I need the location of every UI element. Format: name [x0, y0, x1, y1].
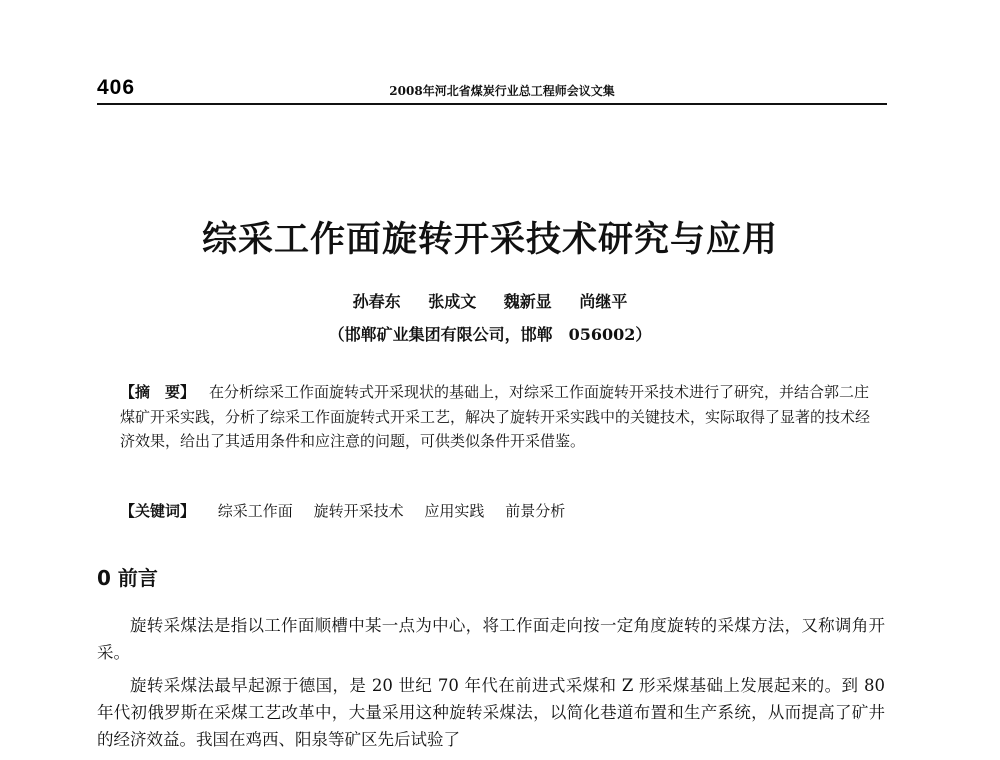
header-rule: [97, 103, 887, 105]
author-list: [0, 289, 980, 312]
body-paragraph: 旋转采煤法最早起源于德国，是 20 世纪 70 年代在前进式采煤和 Z 形采煤基础上发展起来的。到 80 年代初俄罗斯在采煤工艺改革中，大量采用这种旋转采煤法，以简化巷道布置和生产系统，从而提高了矿井的经济效益。我国在鸡西、阳泉等矿区先后试验了: [97, 676, 885, 749]
abstract-text: 在分析综采工作面旋转式开采现状的基础上，对综采工作面旋转开采技术进行了研究，并结合郭二庄煤矿开采实践，分析了综采工作面旋转式开采工艺，解决了旋转开采实践中的关键技术，实际取得了显著的技术经济效果，给出了其适用条件和应注意的问题，可供类似条件开采借鉴。: [120, 383, 871, 450]
author-name: 张成文: [428, 292, 477, 311]
body-text: [97, 612, 885, 759]
keywords: [120, 500, 880, 521]
page-header: [97, 76, 887, 106]
author-name: 孙春东: [352, 292, 401, 311]
section-heading: 0 前言: [97, 566, 158, 590]
affiliation: （邯郸矿业集团有限公司，邯郸 056002）: [328, 325, 652, 344]
keyword: 前景分析: [505, 502, 566, 520]
keyword: 应用实践: [424, 502, 485, 520]
abstract: [120, 380, 880, 454]
author-name: 魏新显: [503, 292, 552, 311]
keyword: 旋转开采技术: [313, 502, 404, 520]
page-number: 406: [97, 76, 136, 99]
body-paragraph: 旋转采煤法是指以工作面顺槽中某一点为中心，将工作面走向按一定角度旋转的采煤方法，又称调角开采。: [97, 616, 885, 662]
abstract-label: 【摘 要】: [120, 383, 196, 401]
running-head: 2008年河北省煤炭行业总工程师会议文集: [389, 84, 615, 98]
keyword: 综采工作面: [217, 502, 293, 520]
author-name: 尚继平: [579, 292, 628, 311]
keywords-label: 【关键词】: [120, 502, 196, 520]
paper-title: 综采工作面旋转开采技术研究与应用: [201, 219, 778, 260]
